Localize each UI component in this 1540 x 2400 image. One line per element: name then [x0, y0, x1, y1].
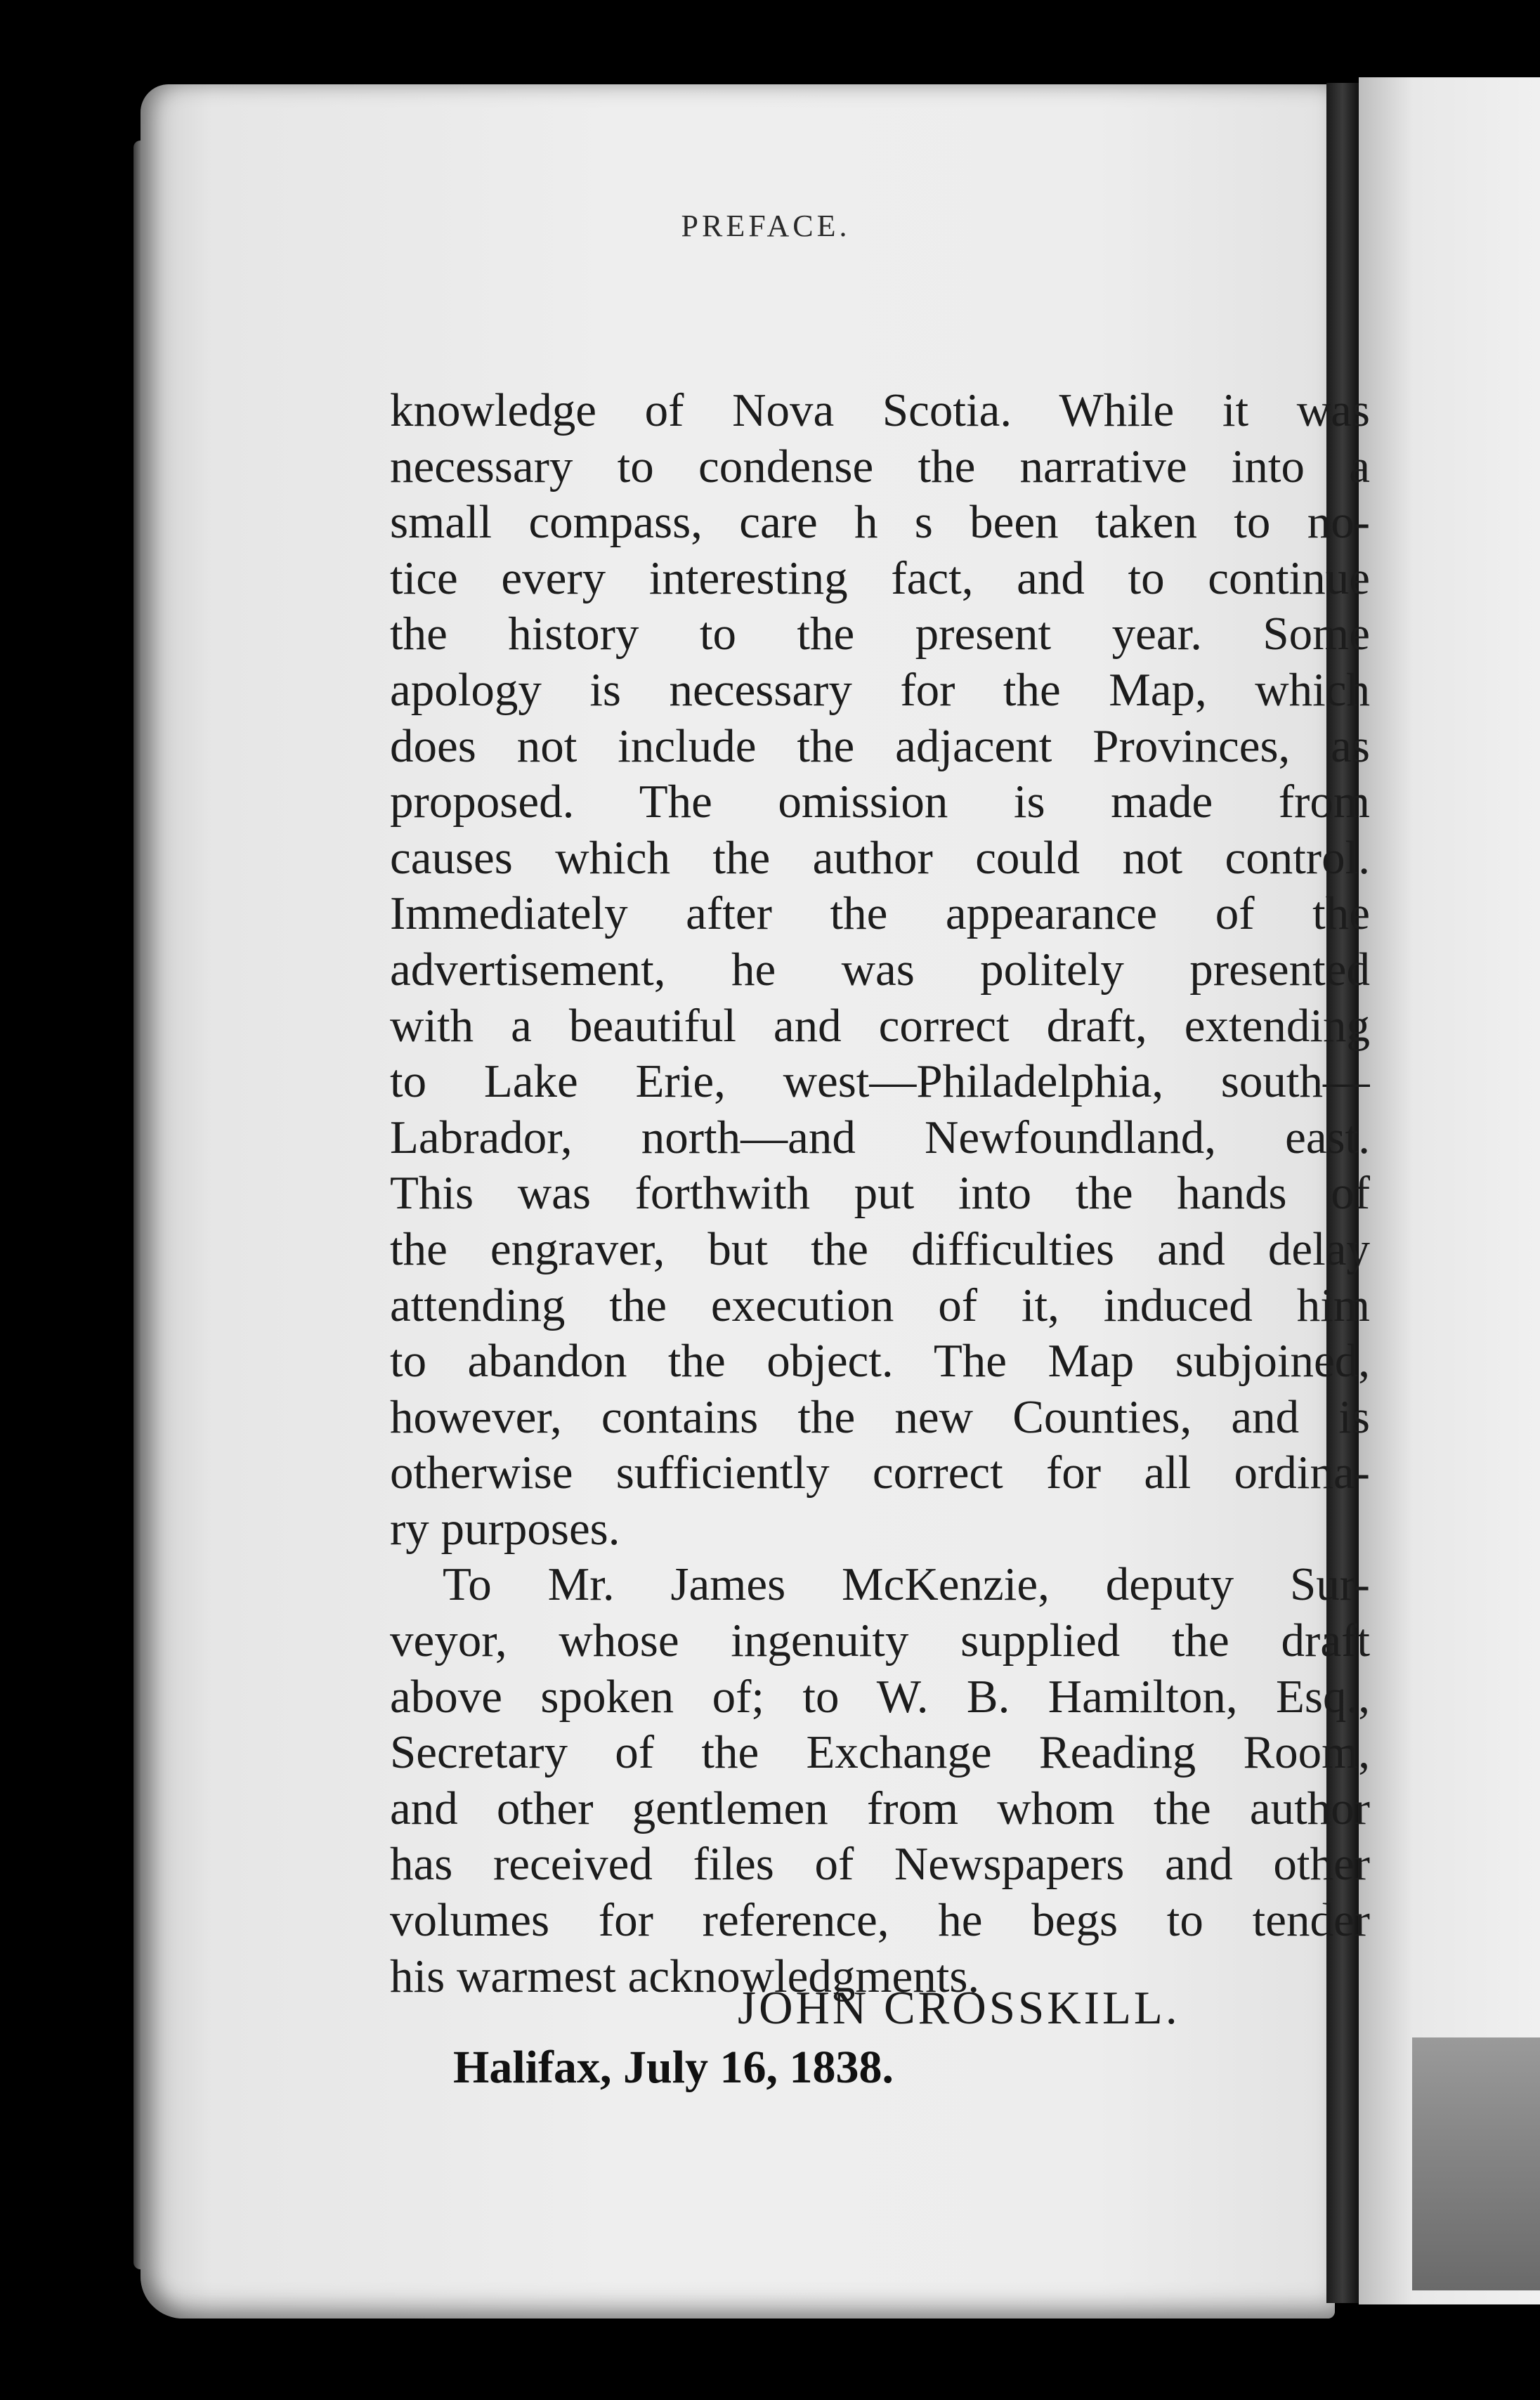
text-line: Labrador, north—and Newfoundland, east. [390, 1111, 1370, 1163]
text-line: his warmest acknowledgments. [390, 1950, 980, 2002]
text-line: to abandon the object. The Map subjoined, [390, 1335, 1370, 1388]
text-line: necessary to condense the narrative into a [390, 440, 1370, 493]
text-line: volumes for reference, he begs to tender [390, 1894, 1370, 1947]
text-line: above spoken of; to W. B. Hamilton, Esq., [390, 1670, 1370, 1723]
text-line: and other gentlemen from whom the author [390, 1782, 1370, 1834]
text-line: This was forthwith put into the hands of [390, 1167, 1370, 1220]
preface-body [390, 383, 1373, 2004]
text-line: small compass, care h s been taken to no- [390, 496, 1370, 549]
author-signature: JOHN CROSSKILL. [738, 1982, 1180, 2034]
text-line: veyor, whose ingenuity supplied the draft [390, 1615, 1370, 1667]
text-line: the engraver, but the difficulties and delay [390, 1222, 1370, 1275]
text-line: knowledge of Nova Scotia. While it was [390, 384, 1370, 436]
text-line: Secretary of the Exchange Reading Room, [390, 1726, 1370, 1779]
dateline: Halifax, July 16, 1838. [453, 2042, 894, 2093]
text-line: ry purposes. [390, 1502, 620, 1555]
text-line: to Lake Erie, west—Philadelphia, south— [390, 1055, 1370, 1108]
text-line: the history to the present year. Some [390, 608, 1370, 660]
text-line: with a beautiful and correct draft, extending [390, 999, 1370, 1052]
page-heading: PREFACE. [681, 209, 851, 243]
text-line: however, contains the new Counties, and is [390, 1390, 1370, 1443]
text-line: proposed. The omission is made from [390, 776, 1370, 828]
text-line: otherwise sufficiently correct for all ordina- [390, 1447, 1370, 1499]
text-line: does not include the adjacent Provinces, as [390, 719, 1370, 772]
facing-page [1359, 77, 1540, 2304]
facing-page-shadow [1412, 2037, 1540, 2290]
text-line: apology is necessary for the Map, which [390, 663, 1370, 716]
text-line: attending the execution of it, induced him [390, 1279, 1370, 1331]
text-line: causes which the author could not control. [390, 831, 1370, 884]
text-line: To Mr. James McKenzie, deputy Sur- [443, 1558, 1370, 1611]
text-line: tice every interesting fact, and to continue [390, 552, 1370, 604]
text-line: has received files of Newspapers and other [390, 1838, 1370, 1891]
text-line: advertisement, he was politely presented [390, 943, 1370, 996]
text-line: Immediately after the appearance of the [390, 887, 1370, 940]
